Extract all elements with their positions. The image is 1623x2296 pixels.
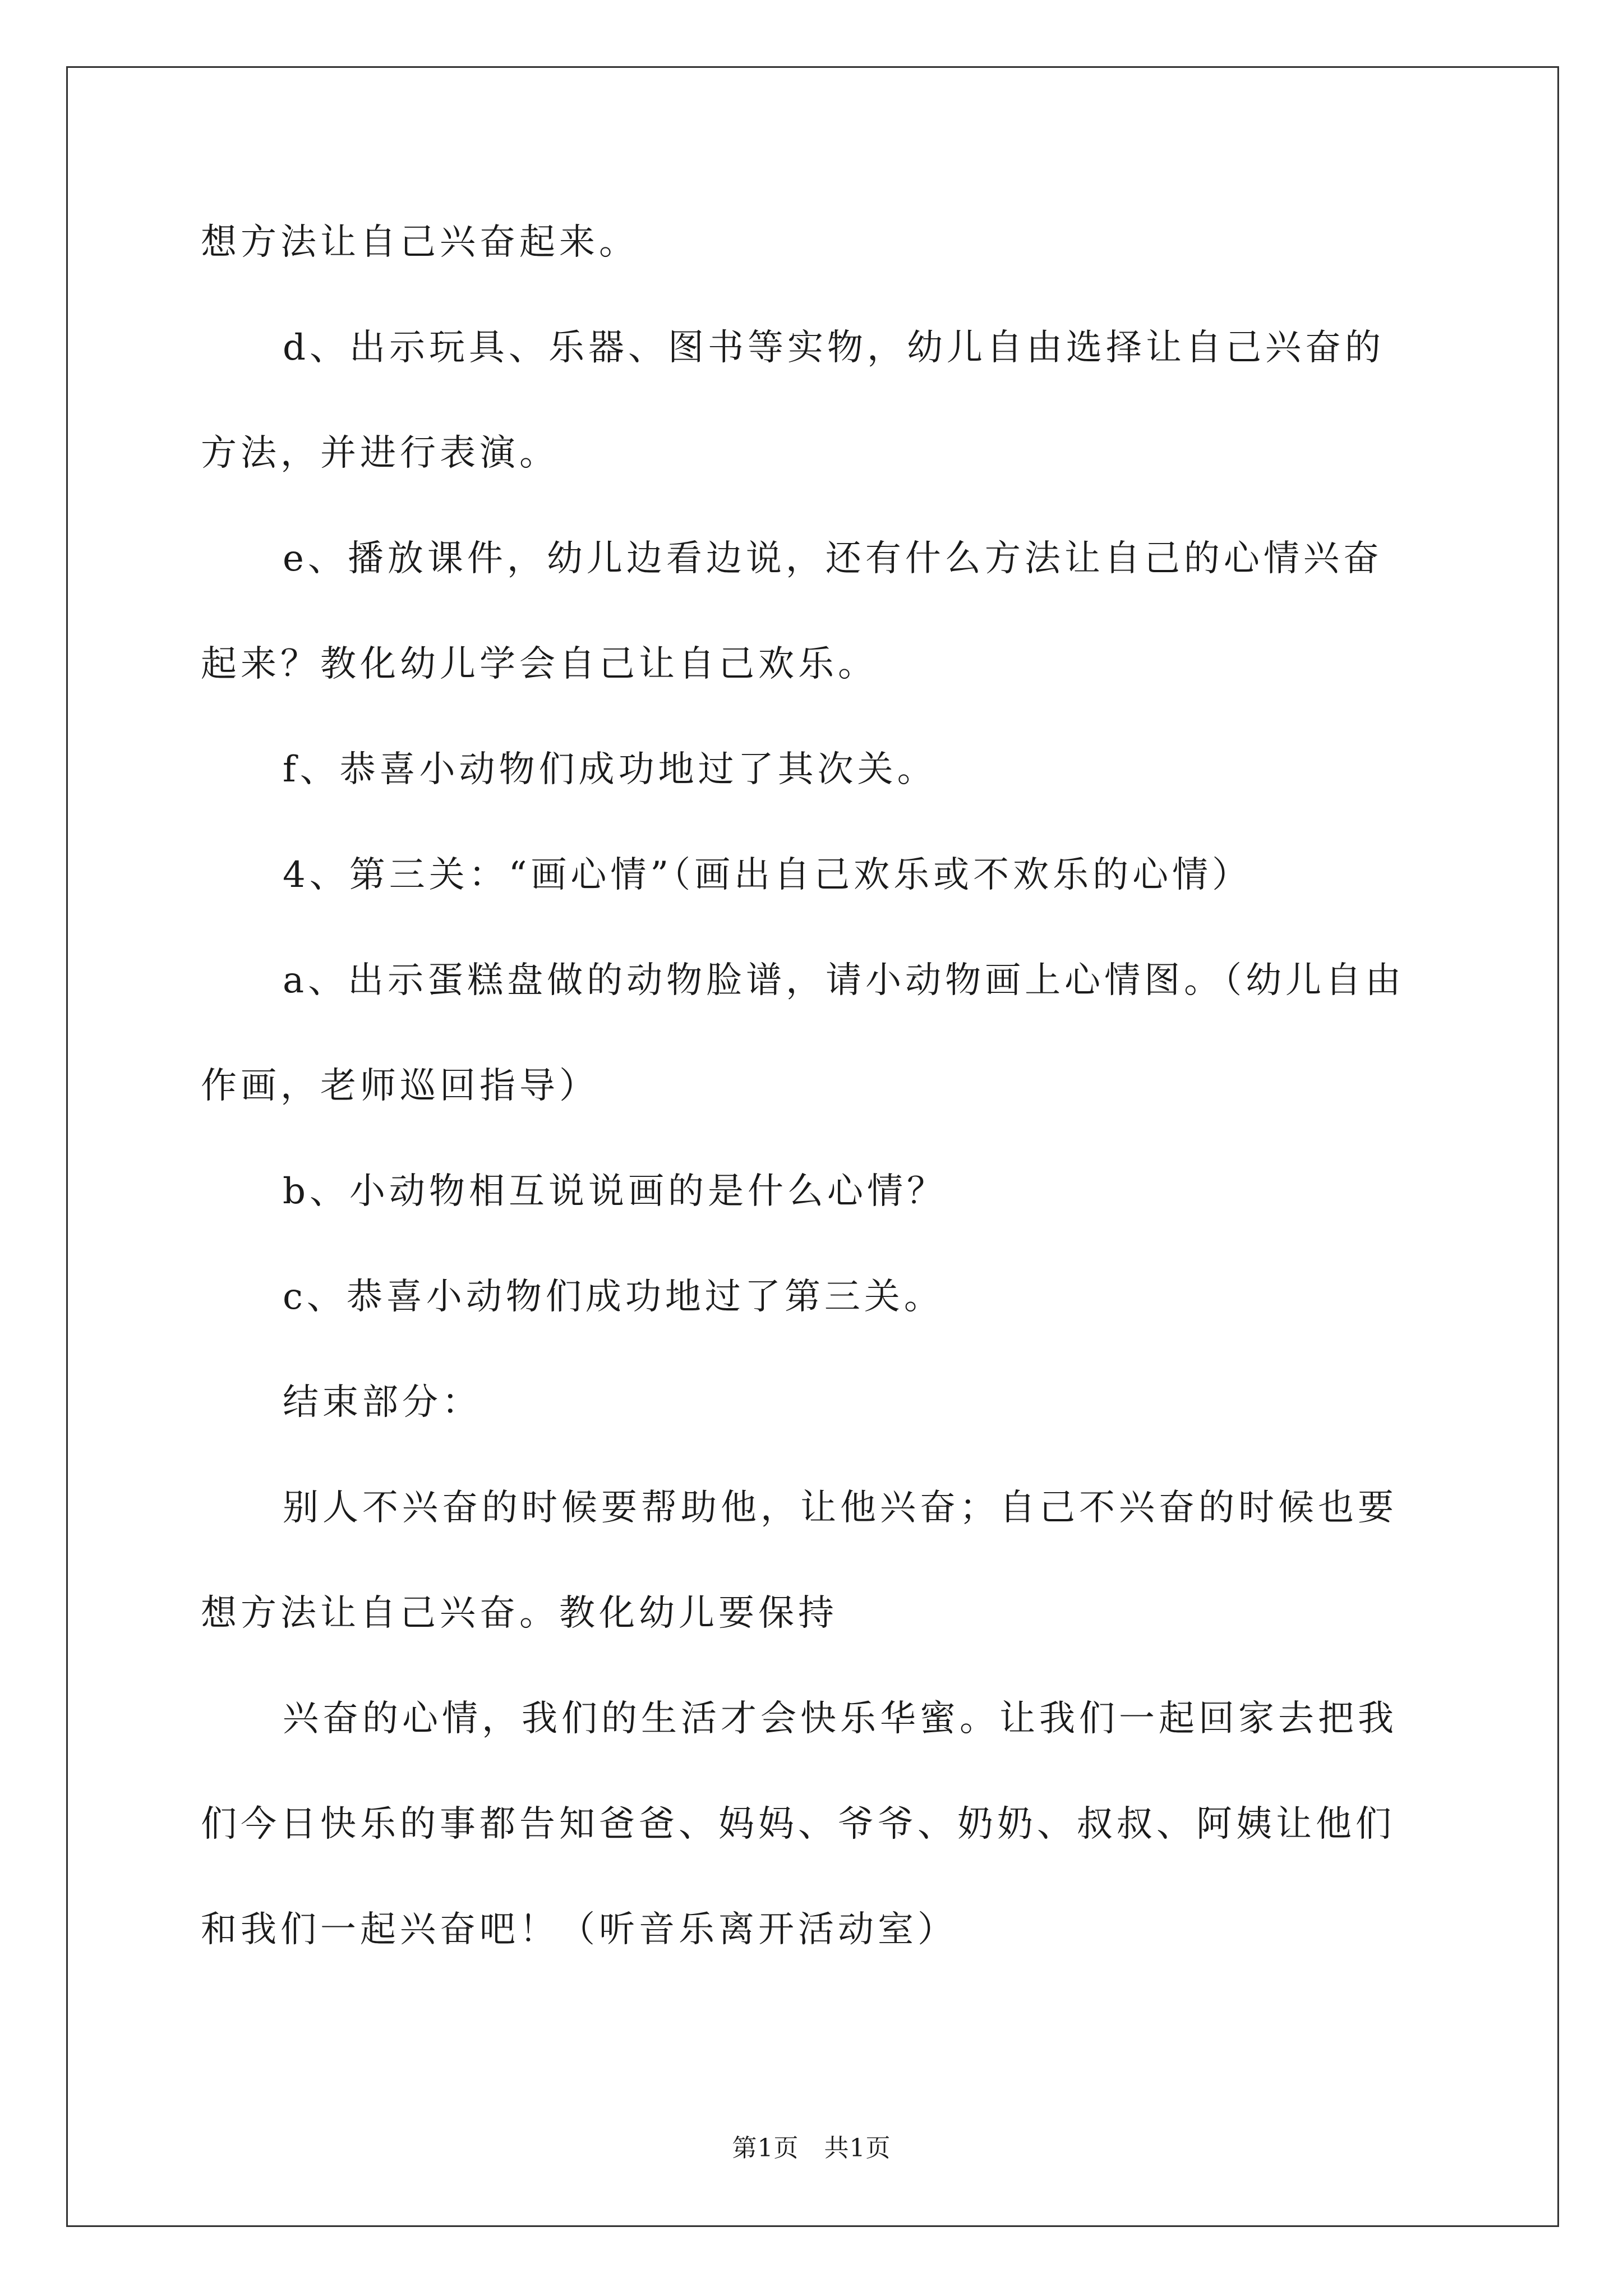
text-line: 兴奋的心情，我们的生活才会快乐华蜜。让我们一起回家去把我: [283, 1698, 1398, 1740]
text-line: 们今日快乐的事都告知爸爸、妈妈、爷爷、奶奶、叔叔、阿姨让他们: [201, 1803, 1395, 1845]
text-line: 和我们一起兴奋吧！（听音乐离开活动室）: [201, 1909, 957, 1950]
text-line: b、小动物相互说说画的是什么心情？: [283, 1171, 947, 1212]
page-border: [66, 66, 1559, 2227]
text-line: 4、第三关：“画心情”（画出自己欢乐或不欢乐的心情）: [283, 854, 1252, 896]
text-line: c、恭喜小动物们成功地过了第三关。: [283, 1276, 944, 1318]
page-footer: 第1页 共1页: [732, 2134, 891, 2162]
text-line: e、播放课件，幼儿边看边说，还有什么方法让自己的心情兴奋: [283, 538, 1383, 579]
text-line: 方法，并进行表演。: [201, 432, 559, 474]
text-line: 结束部分：: [283, 1382, 482, 1423]
text-line: 作画，老师巡回指导）: [201, 1065, 599, 1107]
text-line: 别人不兴奋的时候要帮助他，让他兴奋；自己不兴奋的时候也要: [283, 1487, 1398, 1529]
text-line: f、恭喜小动物们成功地过了其次关。: [283, 749, 937, 790]
text-line: a、出示蛋糕盘做的动物脸谱，请小动物画上心情图。（幼儿自由: [283, 960, 1405, 1001]
text-line: 想方法让自己兴奋。教化幼儿要保持: [201, 1593, 838, 1634]
text-line: 想方法让自己兴奋起来。: [201, 222, 639, 263]
text-line: 起来？教化幼儿学会自己让自己欢乐。: [201, 643, 878, 685]
text-line: d、出示玩具、乐器、图书等实物，幼儿自由选择让自己兴奋的: [283, 327, 1385, 369]
